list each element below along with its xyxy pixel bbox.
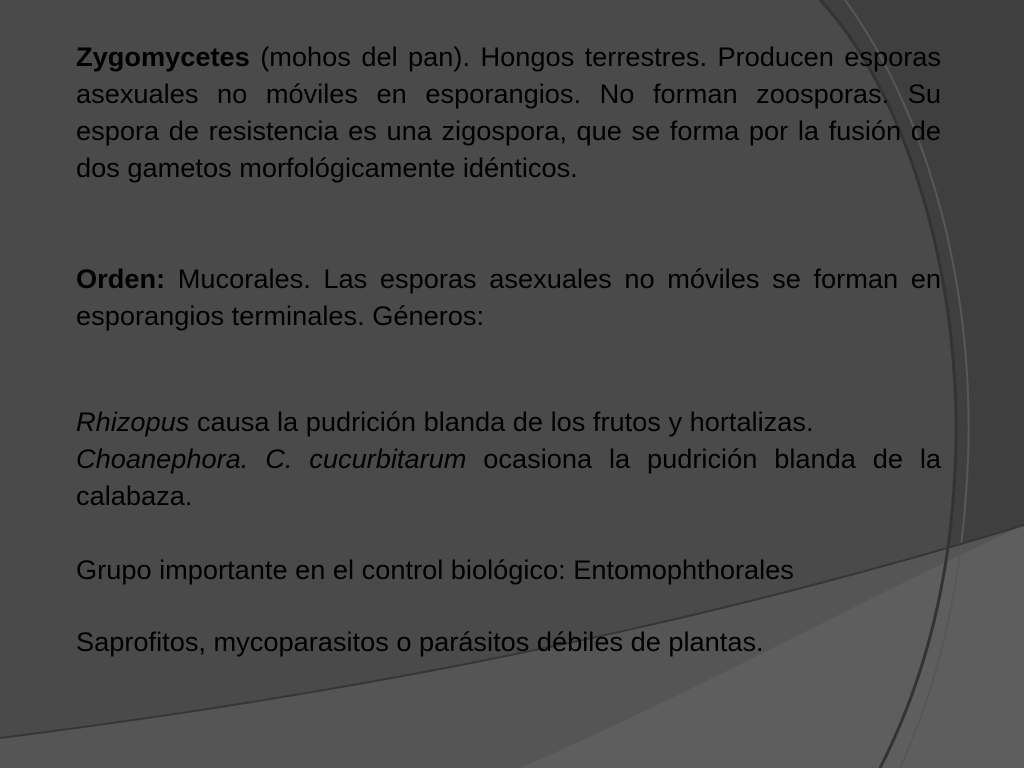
- genus-rhizopus: Rhizopus: [76, 406, 190, 437]
- paragraph-control-biologico: [76, 551, 941, 588]
- term-orden: Orden:: [76, 263, 166, 294]
- text-orden: Mucorales. Las esporas asexuales no móviles se forman en esporangios terminales. Géneros:: [76, 263, 941, 331]
- text-rhizopus: causa la pudrición blanda de los frutos y hortalizas.: [189, 406, 814, 437]
- paragraph-choanephora: [76, 440, 941, 514]
- paragraph-orden: [76, 260, 941, 334]
- paragraph-zygomycetes: [76, 38, 941, 186]
- text-control-biologico: Grupo importante en el control biológico: Entomophthorales: [76, 554, 794, 585]
- term-zygomycetes: Zygomycetes: [76, 41, 250, 72]
- genus-choanephora: Choanephora. C. cucurbitarum: [76, 443, 467, 474]
- text-zygomycetes: (mohos del pan). Hongos terrestres. Producen esporas asexuales no móviles en esporangios. No forman zoosporas. Su espora de resistencia es una zigospora, que se forma por la fusión de dos gametos morfológicamente idénticos.: [76, 41, 941, 183]
- slide-content: [76, 38, 941, 660]
- paragraph-saprofitos: [76, 623, 941, 660]
- text-choanephora: ocasiona la pudrición blanda de la calabaza.: [76, 443, 942, 511]
- paragraph-rhizopus: [76, 403, 941, 440]
- text-saprofitos: Saprofitos, mycoparasitos o parásitos débiles de plantas.: [76, 626, 764, 657]
